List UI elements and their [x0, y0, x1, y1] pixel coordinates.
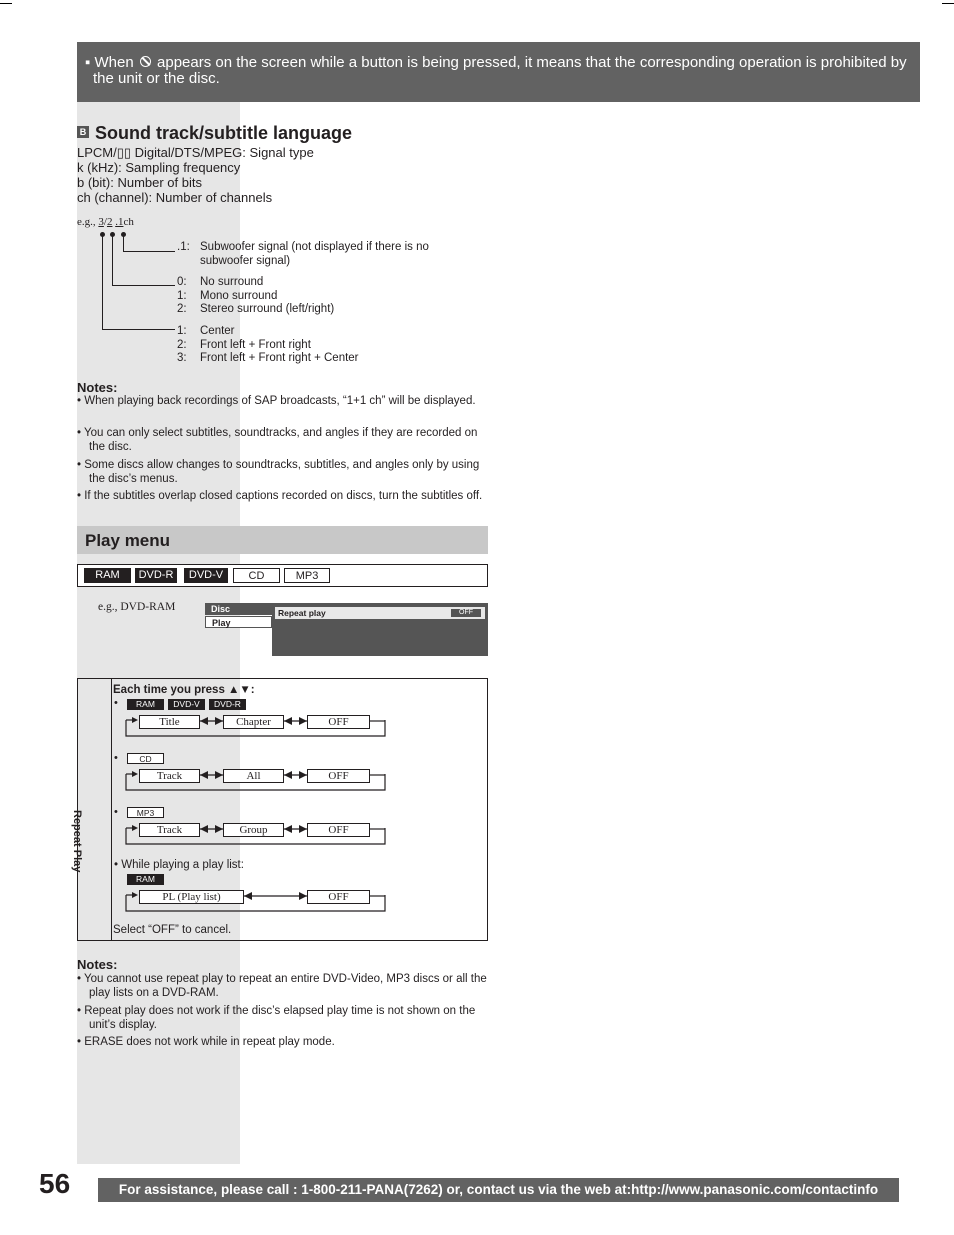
- note-item: • You cannot use repeat play to repeat an entire DVD-Video, MP3 discs or all the play lists on a DVD-RAM.: [77, 973, 487, 999]
- banner-text: [85, 55, 912, 87]
- list-item: [177, 352, 359, 366]
- lfe-desc-line: subwoofer signal): [200, 254, 291, 267]
- list-item: [177, 325, 359, 339]
- item-key: 2:: [177, 303, 187, 315]
- front-list: [177, 325, 359, 366]
- diagram-line: [123, 251, 175, 252]
- disc-tag-ram: RAM: [84, 568, 131, 583]
- lfe-desc: [200, 241, 429, 268]
- repeat-play-side-label: Repeat Play: [71, 810, 83, 873]
- prohibited-notice-banner: [77, 42, 920, 102]
- note-item: • Repeat play does not work if the disc’s elapsed play time is not shown on the unit’s display.: [77, 1005, 476, 1031]
- seq-chapter: Chapter: [223, 715, 284, 729]
- notes-heading: Notes:: [77, 957, 118, 972]
- seq-group: Group: [223, 823, 284, 837]
- banner-bullet: ▪ When: [85, 54, 134, 71]
- prohibited-icon: [140, 56, 151, 67]
- table-divider: [111, 679, 112, 941]
- assistance-footer: For assistance, please call : 1-800-211-PANA(7262) or, contact us via the web at:http://www.panasonic.com/contactinfo: [98, 1178, 899, 1202]
- note-item: • You can only select subtitles, soundtracks, and angles if they are recorded on the disc.: [77, 427, 478, 453]
- item-value: Front left + Front right + Center: [200, 352, 359, 364]
- playlist-text: • While playing a play list:: [114, 859, 244, 871]
- page-number: 56: [39, 1168, 71, 1199]
- note-item: • Some discs allow changes to soundtracks, subtitles, and angles only by using the disc’s menus.: [77, 459, 480, 485]
- tag-cd: CD: [127, 753, 164, 764]
- diagram-line: [102, 235, 103, 330]
- osd-example-label: e.g., DVD-RAM: [98, 601, 176, 613]
- diagram-line: [102, 329, 175, 330]
- item-key: 1:: [177, 325, 187, 337]
- bullet: •: [114, 752, 118, 764]
- disc-type-bar: [77, 564, 488, 587]
- seq-off: OFF: [307, 890, 370, 904]
- seq-all: All: [223, 769, 284, 783]
- list-item: [177, 290, 334, 304]
- osd-repeat-value: OFF: [451, 609, 481, 617]
- eg-surround: 2: [106, 216, 113, 228]
- disc-tag-cd: CD: [233, 568, 280, 583]
- note-item: • If the subtitles overlap closed captions recorded on discs, turn the subtitles off.: [77, 490, 483, 502]
- section-title: Sound track/subtitle language: [95, 123, 353, 143]
- play-menu-header: [77, 526, 488, 554]
- tag-ram: RAM: [127, 874, 164, 885]
- eg-slash: /: [103, 216, 107, 228]
- osd-repeat-label: Repeat play: [278, 608, 326, 618]
- seq-title: Title: [139, 715, 200, 729]
- list-item: [177, 276, 334, 290]
- definition-line: LPCM/▯▯ Digital/DTS/MPEG: Signal type: [77, 145, 314, 160]
- seq-track: Track: [139, 823, 200, 837]
- item-value: Front left + Front right: [200, 338, 311, 351]
- item-key: 3:: [177, 352, 187, 364]
- seq-off: OFF: [307, 769, 370, 783]
- list-item: [177, 303, 334, 317]
- crop-mark: [0, 3, 12, 4]
- seq-playlist: PL (Play list): [139, 890, 244, 904]
- play-menu-title: Play menu: [85, 531, 171, 550]
- disc-tag-mp3: MP3: [284, 568, 330, 583]
- tag-mp3: MP3: [127, 807, 164, 818]
- item-value: Mono surround: [200, 289, 278, 302]
- eg-lfe: .1: [115, 216, 124, 228]
- seq-track: Track: [139, 769, 200, 783]
- cancel-instruction: Select “OFF” to cancel.: [113, 924, 232, 936]
- definition-line: ch (channel): Number of channels: [77, 190, 273, 205]
- item-value: No surround: [200, 276, 264, 288]
- note-item: • ERASE does not work while in repeat play mode.: [77, 1036, 335, 1048]
- tag-ram: RAM: [127, 699, 164, 710]
- eg-front: 3: [98, 216, 104, 228]
- eg-ch: ch: [123, 216, 134, 228]
- diagram-line: [123, 235, 124, 252]
- seq-off: OFF: [307, 823, 370, 837]
- lfe-desc-line: Subwoofer signal (not displayed if there is no: [200, 241, 429, 253]
- osd-tab-disc: Disc: [205, 603, 272, 615]
- disc-tag-dvd-v: DVD-V: [184, 568, 228, 583]
- item-key: 2:: [177, 338, 187, 351]
- bullet: •: [114, 806, 118, 818]
- crop-mark: [942, 3, 954, 4]
- notes-heading: Notes:: [77, 380, 118, 395]
- lfe-key: .1:: [177, 241, 190, 253]
- note-item: • When playing back recordings of SAP broadcasts, “1+1 ch” will be displayed.: [77, 395, 476, 407]
- tag-dvd-v: DVD-V: [168, 699, 205, 710]
- repeat-intro: Each time you press ▲▼:: [113, 684, 255, 696]
- diagram-line: [112, 235, 113, 286]
- item-value: Center: [200, 325, 235, 337]
- list-item: [177, 339, 359, 353]
- channel-example: [77, 216, 134, 228]
- item-value: Stereo surround (left/right): [200, 303, 335, 315]
- eg-prefix: e.g.,: [77, 216, 96, 228]
- surround-list: [177, 276, 334, 317]
- item-key: 0:: [177, 276, 187, 288]
- seq-off: OFF: [307, 715, 370, 729]
- banner-body: appears on the screen while a button is being pressed, it means that the corresponding operation is prohibited by the unit or the disc.: [93, 54, 907, 87]
- tag-dvd-r: DVD-R: [209, 699, 246, 710]
- osd-tab-play: Play: [205, 616, 272, 628]
- osd-tabs: [205, 603, 272, 629]
- osd-repeat-row: [275, 607, 485, 619]
- bullet: •: [114, 697, 118, 709]
- disc-tag-dvd-r: DVD-R: [135, 568, 177, 583]
- diagram-line: [112, 285, 175, 286]
- signal-definitions: [77, 145, 314, 205]
- item-key: 1:: [177, 289, 187, 302]
- section-b-icon: B: [77, 126, 89, 138]
- definition-line: b (bit): Number of bits: [77, 175, 202, 190]
- osd-panel: [272, 603, 488, 656]
- definition-line: k (kHz): Sampling frequency: [77, 160, 241, 175]
